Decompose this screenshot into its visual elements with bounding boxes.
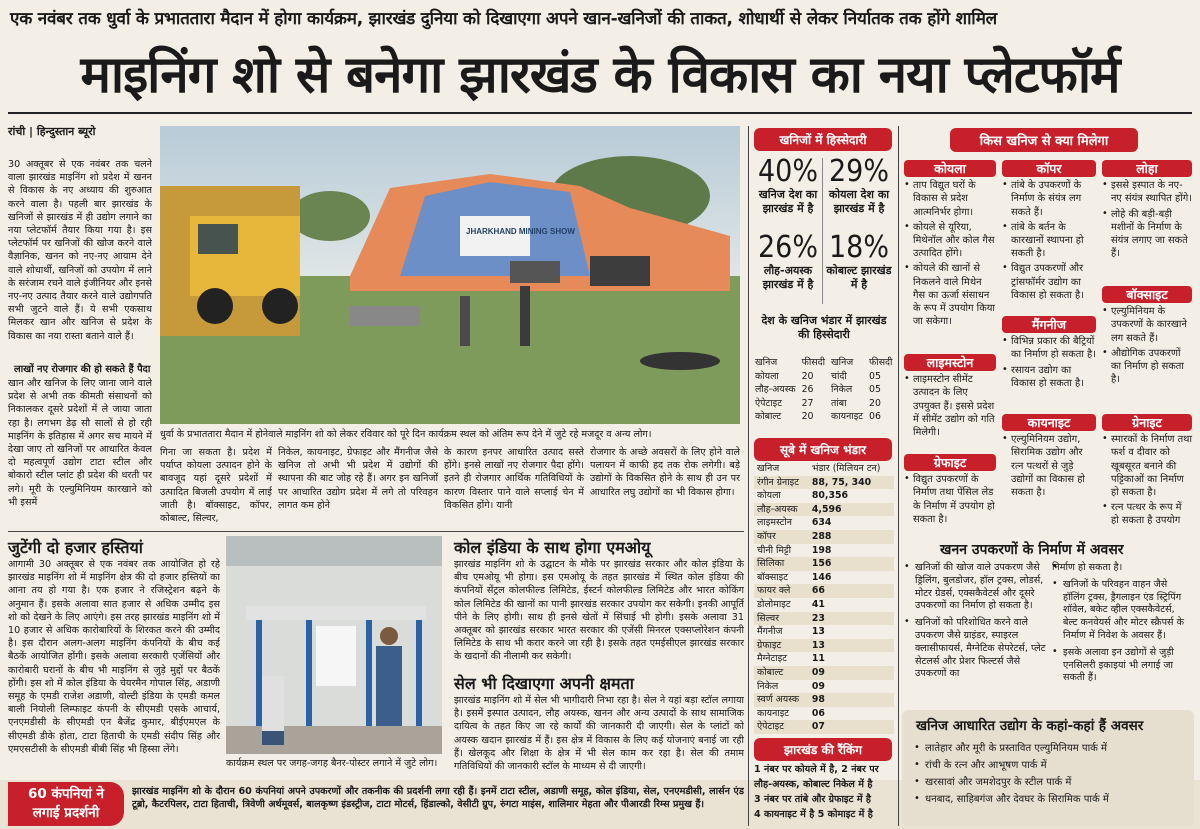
mineral-box-graphite xyxy=(904,454,996,526)
table-row xyxy=(754,666,894,680)
photo-caption: धुर्वा के प्रभाततारा मैदान में होनेवाले माइनिंग शो को लेकर रविवार को पूरे दिन कार्यक्रम स्थल को अंतिम रूप देने में जुटे रहे मजदूर व अन्य लोग। xyxy=(160,429,652,440)
mineral-point: • कोयले से यूरिया, मिथेनॉल और कोल गैस उत्पादित होंगे। xyxy=(904,221,996,261)
byline: रांची | हिन्दुस्तान ब्यूरो xyxy=(8,125,96,138)
mineral-tag: लाइमस्टोन xyxy=(904,354,996,371)
mineral-box-iron xyxy=(1102,160,1192,260)
section-cil-text: झारखंड माइनिंग शो के उद्घाटन के मौके पर झारखंड सरकार और कोल इंडिया के बीच एमओयू भी होगा। इस एमओयू के तहत झारखंड में स्थित कोल इंडिया की कंपनियों सेंट्रल कोलफील्ड लिमिटेड, ईस्टर्न कोलफील्ड लिमिटेड और भारत कोकिंग कोल लिमिटेड की खानों का पानी झारखंड सरकार उपयोग कर सकेगी। इनकी आपूर्ति पीने के लिए होगी। साथ ही इनसे खेतों में सिंचाई भी होगी। इसके अलावा 31 अक्तूबर को झारखंड सरकार भारत सरकार की एजेंसी मिनरल एक्सप्लोरेशन कंपनी लिमिटेड के साथ भी करार करने जा रही है। इसके तहत एमईसीएल झारखंड सरकार के खदानों की नीलामी कर सकेगी। xyxy=(454,559,744,663)
mineral-tag: कॉपर xyxy=(1002,160,1096,177)
state-reserve-body xyxy=(754,476,894,734)
mineral-point: • स्मारकों के निर्माण तथा फर्श व दीवार को खूबसूरत बनाने की पट्टिकाओं का निर्माण हो सकता है। xyxy=(1102,433,1192,499)
stat-percent: 40% xyxy=(758,154,818,189)
table-cell: कोबाल्ट xyxy=(755,411,782,423)
mineral-box-copper xyxy=(1002,160,1096,302)
table-cell: 20 xyxy=(869,397,881,409)
table-cell: 98 xyxy=(811,694,825,706)
table-cell: कायनाइट xyxy=(831,411,864,423)
equipment-title: खनन उपकरणों के निर्माण में अवसर xyxy=(940,542,1124,558)
table-cell: डोलोमाइट xyxy=(757,598,791,610)
table-row xyxy=(754,557,894,571)
table-cell: 26 xyxy=(801,384,814,396)
footer-text: झारखंड माइनिंग शो के दौरान 60 कंपनियां अपने उपकरणों और तकनीक की प्रदर्शनी लगा रही हैं। इनमें टाटा स्टील, अडाणी समूह, कोल इंडिया, सेल, एनएमडीसी, लार्सन एंड टूब्रो, कैटरपिलर, टाटा हिताची, त्रिवेणी अर्थमूवर्स, बालकृष्ण इंडस्ट्रीज, टाटा मोटर्स, हिंडाल्को, वेसीटी ग्रुप, रुंगटा माइंस, शालिमार मेहता और पीआरडी रिम्स प्रमुख हैं। xyxy=(132,786,744,811)
table-cell: 4,596 xyxy=(811,503,842,515)
stat-label: लौह-अयस्क झारखंड में है xyxy=(762,264,814,291)
ranking-list xyxy=(754,762,896,822)
table-header: फीसदी xyxy=(869,357,893,368)
section-cil-title: कोल इंडिया के साथ होगा एमओयू xyxy=(454,538,651,557)
table-row xyxy=(754,544,894,558)
table-cell: ग्रेफाइट xyxy=(757,639,782,651)
table-cell: 06 xyxy=(811,707,825,719)
table-cell: 13 xyxy=(811,639,825,651)
table-cell: कायनाइट xyxy=(757,707,790,719)
stat-percent: 29% xyxy=(829,154,889,189)
reserve-title: देश के खनिज भंडार में झारखंड की हिस्सेदारी xyxy=(761,314,887,341)
table-cell: मैग्नेटाइट xyxy=(757,653,787,665)
cont-text-1: गिना जा सकता है। प्रदेश में पर्याप्त कोयला उत्पादन होने के बावजूद यहां दूसरे प्रदेशों में उत्पादित बिजली उपयोग में लाई जाती है। बॉक्साइट, कॉपर, कोबाल्ट, सिल्वर, xyxy=(160,447,272,525)
jobs-subhead: लाखों नए रोजगार की हो सकते हैं पैदा xyxy=(14,364,151,375)
table-cell: 20 xyxy=(801,411,814,423)
mineral-box-bauxite xyxy=(1102,286,1192,386)
mineral-point: • विद्युत उपकरणों और ट्रांसफॉर्मर उद्योग का विकास हो सकता है। xyxy=(1002,262,1096,302)
mineral-point: • विभिन्न प्रकार की बैट्रियों का निर्माण हो सकता है। xyxy=(1002,335,1096,361)
intro-paragraph: 30 अक्तूबर से एक नवंबर तक चलने वाला झारखंड माइनिंग शो प्रदेश में खनन से विकास के नए अध्याय की शुरुआत करने वाला है। पहली बार झारखंड के खनिजों से झारखंड में ही उद्योग लगाने का नया प्लेटफॉर्म तैयार किया गया है। इस प्लेटफॉर्म पर खनिजों की खोज करने वाले वैज्ञानिक, खनन को नए-नए आयाम देने वाले शोधार्थी, खनिजों को उपयोग में लाने के सरंजाम रचने वाले इंजीनियर और इनसे नए-नए उत्पाद तैयार करने वाले उद्योगपति सभी जुटने वाले हैं। ये सभी एकसाथ मिलकर खान और खनिज से प्रदेश के विकास का नया रास्ता बताने वाले हैं। xyxy=(8,159,152,342)
table-cell: निकेल xyxy=(757,680,779,692)
table-cell: 156 xyxy=(811,558,832,570)
stat-block xyxy=(824,156,894,216)
benefits-title: किस खनिज से क्या मिलेगा xyxy=(950,128,1138,152)
mineral-tag: ग्रेनाइट xyxy=(1102,414,1192,431)
table-cell: 07 xyxy=(811,721,825,733)
mineral-point: • विद्युत उपकरणों के निर्माण तथा पेंसिल लेड के निर्माण में उपयोग हो सकता है। xyxy=(904,473,996,526)
industry-point: • रांची के रत्न और आभूषण पार्क में xyxy=(914,759,1190,772)
table-cell: 13 xyxy=(811,626,825,638)
table-cell: 05 xyxy=(869,384,881,396)
table-cell: कोयला xyxy=(757,490,781,502)
equipment-point: • इसके अलावा इन उद्योगों से जुड़ी एनसिलरी इकाइयां भी लगाई जा सकती हैं। xyxy=(1052,647,1192,685)
table-header: भंडार (मिलियन टन) xyxy=(811,463,881,474)
equipment-list-2 xyxy=(1052,562,1192,689)
table-cell: लौह-अयस्क xyxy=(757,503,798,515)
mineral-point: • तांबे के बर्तन के कारखानों स्थापना हो सकती है। xyxy=(1002,221,1096,261)
mineral-tag: कायनाइट xyxy=(1002,414,1096,431)
table-cell: तांबा xyxy=(831,397,847,409)
table-cell: ऐपेटाइट xyxy=(755,397,782,409)
table-row xyxy=(754,652,894,666)
mineral-point: • रसायन उद्योग का विकास हो सकता है। xyxy=(1002,364,1096,390)
mineral-point: • लाइमस्टोन सीमेंट उत्पादन के लिए उपयुक्त हैं। इससे प्रदेश में सीमेंट उद्योग को गति मिलेगी। xyxy=(904,373,996,439)
table-cell: 88, 75, 340 xyxy=(811,476,872,488)
section-rule xyxy=(8,531,744,532)
table-row xyxy=(754,476,894,490)
ranking-line: 1 नंबर पर कोयले में है, 2 नंबर पर लौह-अयस्क, कोबाल्ट निकेल में है xyxy=(754,764,879,790)
ranking-title: झारखंड की रैंकिंग xyxy=(754,738,892,761)
mineral-tag: कोयला xyxy=(904,160,996,177)
table-cell: 20 xyxy=(801,370,814,382)
table-cell: 27 xyxy=(801,397,814,409)
table-cell: लौह-अयस्क xyxy=(755,384,796,396)
table-cell: कोयला xyxy=(755,370,779,382)
cont-text-2: निकेल, कायनाइट, ग्रेफाइट और मैंगनीज जैसे खनिज तो अभी भी प्रदेश में उद्योगों की स्थापना की बाट जोह रहे हैं। अगर इन खनिजों पर आधारित उद्योग प्रदेश में लगे तो परिवहन लागत कम होने xyxy=(278,447,438,511)
mineral-point: • ताप विद्युत घरों के विकास से प्रदेश आत्मनिर्भर होगा। xyxy=(904,179,996,219)
table-cell: चांदी xyxy=(831,370,847,382)
stat-block xyxy=(754,232,822,292)
stat-label: खनिज देश का झारखंड में है xyxy=(758,188,818,215)
stall-photo xyxy=(226,536,442,754)
table-row xyxy=(754,584,894,598)
mineral-point: • रत्न पत्थर के रूप में हो सकता है उपयोग xyxy=(1102,501,1192,527)
table-row xyxy=(754,625,894,639)
table-cell: 11 xyxy=(811,653,825,665)
equipment-point: • खनिजों को परिशोधित करने वाले उपकरण जैसे ग्राइंडर, स्पाइरल क्लासीफायर्स, मैग्नेटिक सेपरेटर्स, प्लेट सेटलर्स और प्रेशर फिल्टर्स जैसे उपकरणों का xyxy=(904,617,1046,681)
mineral-point: • एल्युमिनियम के उपकरणों के कारखाने लग सकते हैं। xyxy=(1102,305,1192,345)
table-header: फीसदी xyxy=(801,357,825,368)
table-cell: ऐपेटाइट xyxy=(757,721,784,733)
table-cell: 80,356 xyxy=(811,490,849,502)
mineral-point: • इससे इस्पात के नए-नए संयंत्र स्थापित होंगे। xyxy=(1102,179,1192,205)
main-headline: माइनिंग शो से बनेगा झारखंड के विकास का नया प्लेटफॉर्म xyxy=(80,46,1120,105)
ranking-line: 3 नंबर पर तांबे और ग्रेफाइट में है xyxy=(754,794,871,805)
table-row xyxy=(754,516,894,530)
table-cell: 634 xyxy=(811,517,832,529)
kicker-headline: एक नवंबर तक धुर्वा के प्रभाततारा मैदान में होगा कार्यक्रम, झारखंड दुनिया को दिखाएगा अपने खान-खनिजों की ताकत, शोधार्थी से लेकर निर्यातक तक होंगे शामिल xyxy=(10,9,997,29)
table-row xyxy=(754,639,894,653)
industry-point: • खरसावां और जमशेदपुर के स्टील पार्क में xyxy=(914,776,1190,789)
mineral-point: • तांबे के उपकरणों के निर्माण के संयंत्र लग सकते हैं। xyxy=(1002,179,1096,219)
stat-label: कोबाल्ट झारखंड में है xyxy=(826,264,892,291)
table-row xyxy=(754,720,894,734)
state-reserve-title: सूबे में खनिज भंडार xyxy=(754,438,892,461)
table-cell: 66 xyxy=(811,585,825,597)
stat-block xyxy=(824,232,894,292)
share-title: खनिजों में हिस्सेदारी xyxy=(754,128,892,151)
banner-text: JHARKHAND MINING SHOW xyxy=(466,227,575,236)
footer-label-line1: 60 कंपनियां ने xyxy=(27,786,105,802)
table-cell: चीनी मिट्टी xyxy=(757,544,792,556)
table-header: खनिज xyxy=(831,357,854,368)
table-cell: 09 xyxy=(811,666,825,678)
table-row xyxy=(752,383,895,397)
table-cell: लाइमस्टोन xyxy=(757,517,792,529)
table-cell: निकेल xyxy=(831,384,853,396)
industry-list xyxy=(914,742,1190,810)
mineral-box-limestone xyxy=(904,354,996,439)
table-cell: कॉपर xyxy=(757,530,776,542)
stat-label: कोयला देश का झारखंड में है xyxy=(828,188,890,215)
mineral-box-coal xyxy=(904,160,996,328)
table-row xyxy=(754,707,894,721)
table-row xyxy=(752,370,895,384)
photo-illustration xyxy=(160,126,740,424)
jobs-text: खान और खनिज के लिए जाना जाने वाले प्रदेश से अभी तक कीमती संसाधनों को निकालकर दूसरे प्रदेशों में ले जाया जाता रहा है। लगभग डेढ़ सौ सालों से हो रही माइनिंग के इतिहास में अगर सच मायने में देखा जाए तो खनिजों पर आधारित केवल दो महत्वपूर्ण उद्योग टाटा स्टील और बोकारो स्टील प्लांट ही प्रदेश की धरती पर लगे। मूरी के एल्युमिनियम कारखाने को भी इसमें xyxy=(8,378,152,508)
table-cell: फायर क्ले xyxy=(757,585,791,597)
stall-illustration xyxy=(226,536,442,754)
mineral-point: • एल्युमिनियम उद्योग, सिरामिक उद्योग और रत्न पत्थरों से जुड़े उद्योगों का विकास हो सकता है। xyxy=(1002,433,1096,499)
table-row xyxy=(754,598,894,612)
table-cell: 06 xyxy=(869,411,881,423)
mineral-tag: बॉक्साइट xyxy=(1102,286,1192,303)
industry-point: • धनबाद, साहिबगंज और देवघर के सिरामिक पार्क में xyxy=(914,793,1190,806)
table-cell: सिल्वर xyxy=(757,612,780,624)
table-header-row xyxy=(754,462,894,476)
table-cell: स्वर्ण अयस्क xyxy=(757,694,800,706)
table-row xyxy=(752,410,895,424)
table-header: खनिज xyxy=(755,357,778,368)
table-row xyxy=(754,503,894,517)
stat-divider xyxy=(822,158,823,304)
table-header-row xyxy=(752,356,895,370)
cont-text-4: रोजगार के अच्छे अवसरों के लिए होने वाले पलायन में काफी हद तक रोक लगेगी। बड़े उद्योगों के विकसित होने के साथ ही उन पर आधारित लघु उद्योगों का भी विकास होगा। xyxy=(590,447,740,498)
table-cell: रंगीन ग्रेनाइट xyxy=(757,476,799,488)
stall-caption: कार्यक्रम स्थल पर जगह-जगह बैनर-पोस्टर लगाने में जुटे लोग। xyxy=(226,758,438,769)
mineral-box-kyanite xyxy=(1002,414,1096,499)
table-row xyxy=(754,571,894,585)
table-header: खनिज xyxy=(757,463,780,474)
ranking-line: 4 कायनाइट में है 5 कोमाइट में है xyxy=(754,809,873,820)
footer-label-line2: लगाई प्रदर्शनी xyxy=(32,805,100,821)
table-row xyxy=(754,530,894,544)
footer-label xyxy=(8,782,124,826)
headline-rule xyxy=(8,112,1192,114)
equipment-list-1 xyxy=(904,562,1046,685)
equipment-point: • खनिजों के परिवहन वाहन जैसे हॉलिंग ट्रक्स, ड्रैगलाइन एंड स्ट्रिपिंग शॉवेल, बकेट व्हील एक्सकैवेटर्स, बेल्ट कनवेयर्स और मोटर स्क्रैपर्स के निर्माण में निवेश के अवसर हैं। xyxy=(1052,579,1192,643)
section-2k-text: आगामी 30 अक्तूबर से एक नवंबर तक आयोजित हो रहे झारखंड माइनिंग शो में माइनिंग क्षेत्र की दो हजार हस्तियों का आना तय हो गया है। एक हजार ने रजिस्ट्रेशन बढ़ने के अनुमान हैं। इसके अलावा सात हजार से अधिक उम्मीद इस शो को देखने के लिए आएंगे। इस तरह झारखंड माइनिंग शो में 10 हजार से अधिक कारोबारियों के शिरकत करने की उम्मीद है। इस दौरान अलग-अलग माइनिंग कंपनियों के बीच कई बैठकें आयोजित होंगी। इसके अलावा सरकारी एजेंसियों और कारोबारी घरानों के बीच भी माइनिंग से जुड़े मुद्दों पर बैठकें होंगी। इस शो में कोल इंडिया के चेयरमैन गोपाल सिंह, अडाणी समूह के एमडी राजेश अडाणी, वोल्टी इंडिया के एमडी कमल बाली नियोली लिम्फाइट कंपनी के सीएमडी एसके आचार्य, एनएमडीसी के सीएमडी एन बैजेंद्र कुमार, बीईएमएल के सीएमडी डीके होता, टाटा हिताची के एमडी संदीप सिंह और एमएसटीसी के सीएमडी बीबी सिंह भी हिस्सा लेंगे। xyxy=(8,559,220,755)
table-cell: 05 xyxy=(869,370,881,382)
table-cell: कोबाल्ट xyxy=(757,666,784,678)
table-row xyxy=(754,680,894,694)
stat-block xyxy=(754,156,822,216)
state-reserve-table xyxy=(754,462,894,734)
mineral-box-manganese xyxy=(1002,316,1096,390)
equipment-point: • खनिजों की खोज वाले उपकरण जैसे ड्रिलिंग, बुलडोजर, हॉल ट्रक्स, लोडर्स, मोटर ग्रेडर्स, एक्सकैवेटर्स और दूसरे उपकरणों का निर्माण हो सकता है। xyxy=(904,562,1046,613)
table-cell: बॉक्साइट xyxy=(757,571,788,583)
mineral-point: • लोहे की बड़ी-बड़ी मशीनों के निर्माण के संयंत्र लगाए जा सकते हैं। xyxy=(1102,208,1192,261)
table-row xyxy=(754,612,894,626)
table-row xyxy=(754,693,894,707)
section-stall-text: झारखंड माइनिंग शो में सेल भी भागीदारी निभा रहा है। सेल ने यहां बड़ा स्टॉल लगाया है। इसमें इस्पात उत्पादन, लौह अयस्क, खनन और अन्य उत्पादों के साथ सामाजिक दायित्व के तहत किए जा रहे कार्यों की जानकारी दी जाएगी। सेल के प्लांटों को अयस्क खदान झारखंड में हैं। इस क्षेत्र में विकास के लिए कई योजनाएं बनाई जा रही हैं। खेलकूद और शिक्षा के क्षेत्र में भी सेल काम कर रहा है। सेल की तमाम गतिविधियों की जानकारी स्टॉल के माध्यम से दी जाएगी। xyxy=(454,695,744,773)
industry-title: खनिज आधारित उद्योग के कहां-कहां हैं अवसर xyxy=(916,718,1144,734)
section-stall-title: सेल भी दिखाएगा अपनी क्षमता xyxy=(454,674,634,693)
table-cell: 198 xyxy=(811,544,832,556)
industry-point: • लातेहार और मूरी के प्रस्तावित एल्युमिनियम पार्क में xyxy=(914,742,1190,755)
column-rule xyxy=(748,126,749,826)
table-cell: मैंगनीज xyxy=(757,626,783,638)
stat-percent: 26% xyxy=(758,230,818,265)
table-row xyxy=(754,489,894,503)
table-cell: सिलिका xyxy=(757,558,785,570)
table-cell: 09 xyxy=(811,680,825,692)
column-rule xyxy=(898,126,899,826)
reserve-table xyxy=(752,356,895,424)
section-2k-title: जुटेंगी दो हजार हस्तियां xyxy=(8,538,143,557)
table-cell: 288 xyxy=(811,530,832,542)
mineral-tag: लोहा xyxy=(1102,160,1192,177)
mineral-tag: मैंगनीज xyxy=(1002,316,1096,333)
mineral-tag: ग्रेफाइट xyxy=(904,454,996,471)
table-row xyxy=(752,397,895,411)
mining-show-photo xyxy=(160,126,740,424)
stat-percent: 18% xyxy=(829,230,889,265)
intro-text xyxy=(8,158,152,358)
mineral-point: • औद्योगिक उपकरणों का निर्माण हो सकता है। xyxy=(1102,347,1192,387)
mineral-point: • कोयले की खानों से निकलने वाले मिथेन गैस का ऊर्जा संसाधन के रूप में उपयोग किया जा सकेगा। xyxy=(904,262,996,328)
table-cell: 146 xyxy=(811,571,832,583)
equipment-point: • निर्माण हो सकता है। xyxy=(1052,562,1192,575)
cont-text-3: के कारण इनपर आधारित उत्पाद सस्ते होंगे। इनसे लाखों नए रोजगार पैदा होंगे। इतने ही रोजगार आर्थिक गतिविधियों के कारण विस्तार पाने वाले सप्लाई चेन में विकसित होंगे। यानी xyxy=(444,447,584,511)
mineral-box-granite xyxy=(1102,414,1192,528)
table-cell: 41 xyxy=(811,598,825,610)
table-cell: 23 xyxy=(811,612,825,624)
